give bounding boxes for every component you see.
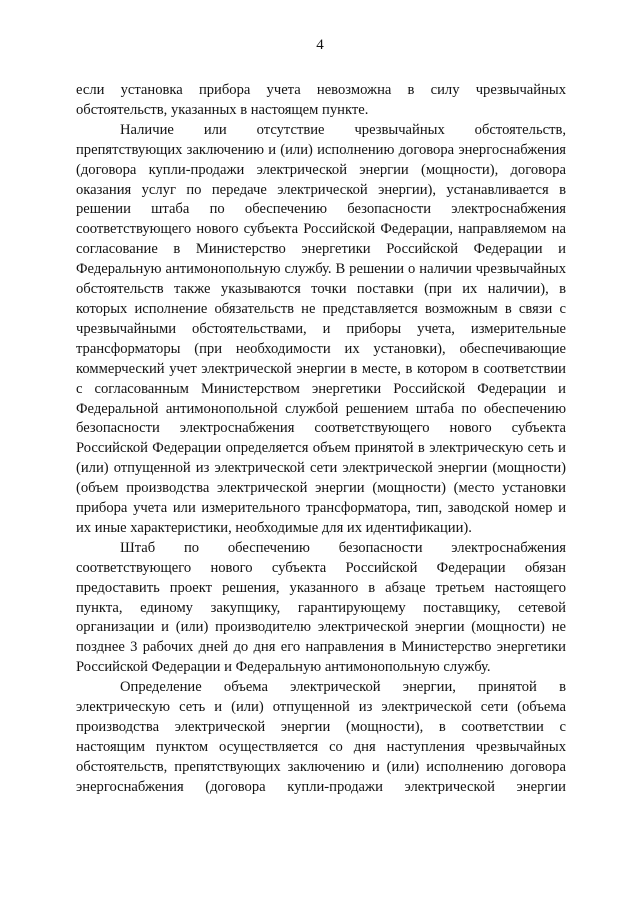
- paragraph-emergency-circumstances: Наличие или отсутствие чрезвычайных обстоятельств, препятствующих заключению и (или) исполнению договора энергоснабжения (договора купли-продажи электрической энергии (мощности), договора оказания услуг по передаче электрической энергии), устанавливается в решении штаба по обеспечению безопасности электроснабжения соответствующего нового субъекта Российской Федерации, направляемом на согласование в Министерство энергетики Российской Федерации и Федеральную антимонопольную службу. В решении о наличии чрезвычайных обстоятельств также указываются точки поставки (при их наличии), в которых исполнение обязательств не представляется возможным в связи с чрезвычайными обстоятельствами, и приборы учета, измерительные трансформаторы (при необходимости их установки), обеспечивающие коммерческий учет электрической энергии в месте, в котором в соответствии с согласованным Министерством энергетики Российской Федерации и Федеральной антимонопольной службой решением штаба по обеспечению безопасности электроснабжения соответствующего нового субъекта Российской Федерации определяется объем принятой в электрическую сеть и (или) отпущенной из электрической сети электрической энергии (мощности) (объем производства электрической энергии (мощности) (место установки прибора учета или измерительного трансформатора, тип, заводской номер и их иные характеристики, необходимые для их идентификации).: [76, 121, 566, 536]
- paragraph-continuation: если установка прибора учета невозможна в силу чрезвычайных обстоятельств, указанных в настоящем пункте.: [76, 82, 566, 118]
- paragraph-volume-determination: Определение объема электрической энергии, принятой в электрическую сеть и (или) отпущенной из электрической сети (объема производства электрической энергии (мощности), в соответствии с настоящим пунктом осуществляется со дня наступления чрезвычайных обстоятельств, препятствующих заключению и (или) исполнению договора энергоснабжения (договора купли-продажи электрической энергии: [76, 679, 566, 795]
- paragraph-headquarters-obligation: Штаб по обеспечению безопасности электроснабжения соответствующего нового субъекта Российской Федерации обязан предоставить проект решения, указанного в абзаце третьем настоящего пункта, единому закупщику, гарантирующему поставщику, сетевой организации и (или) производителю электрической энергии (мощности) не позднее 3 рабочих дней до дня его направления в Министерство энергетики Российской Федерации и Федеральную антимонопольную службу.: [76, 539, 566, 676]
- page-number: 4: [316, 37, 324, 53]
- document-body: [76, 81, 566, 798]
